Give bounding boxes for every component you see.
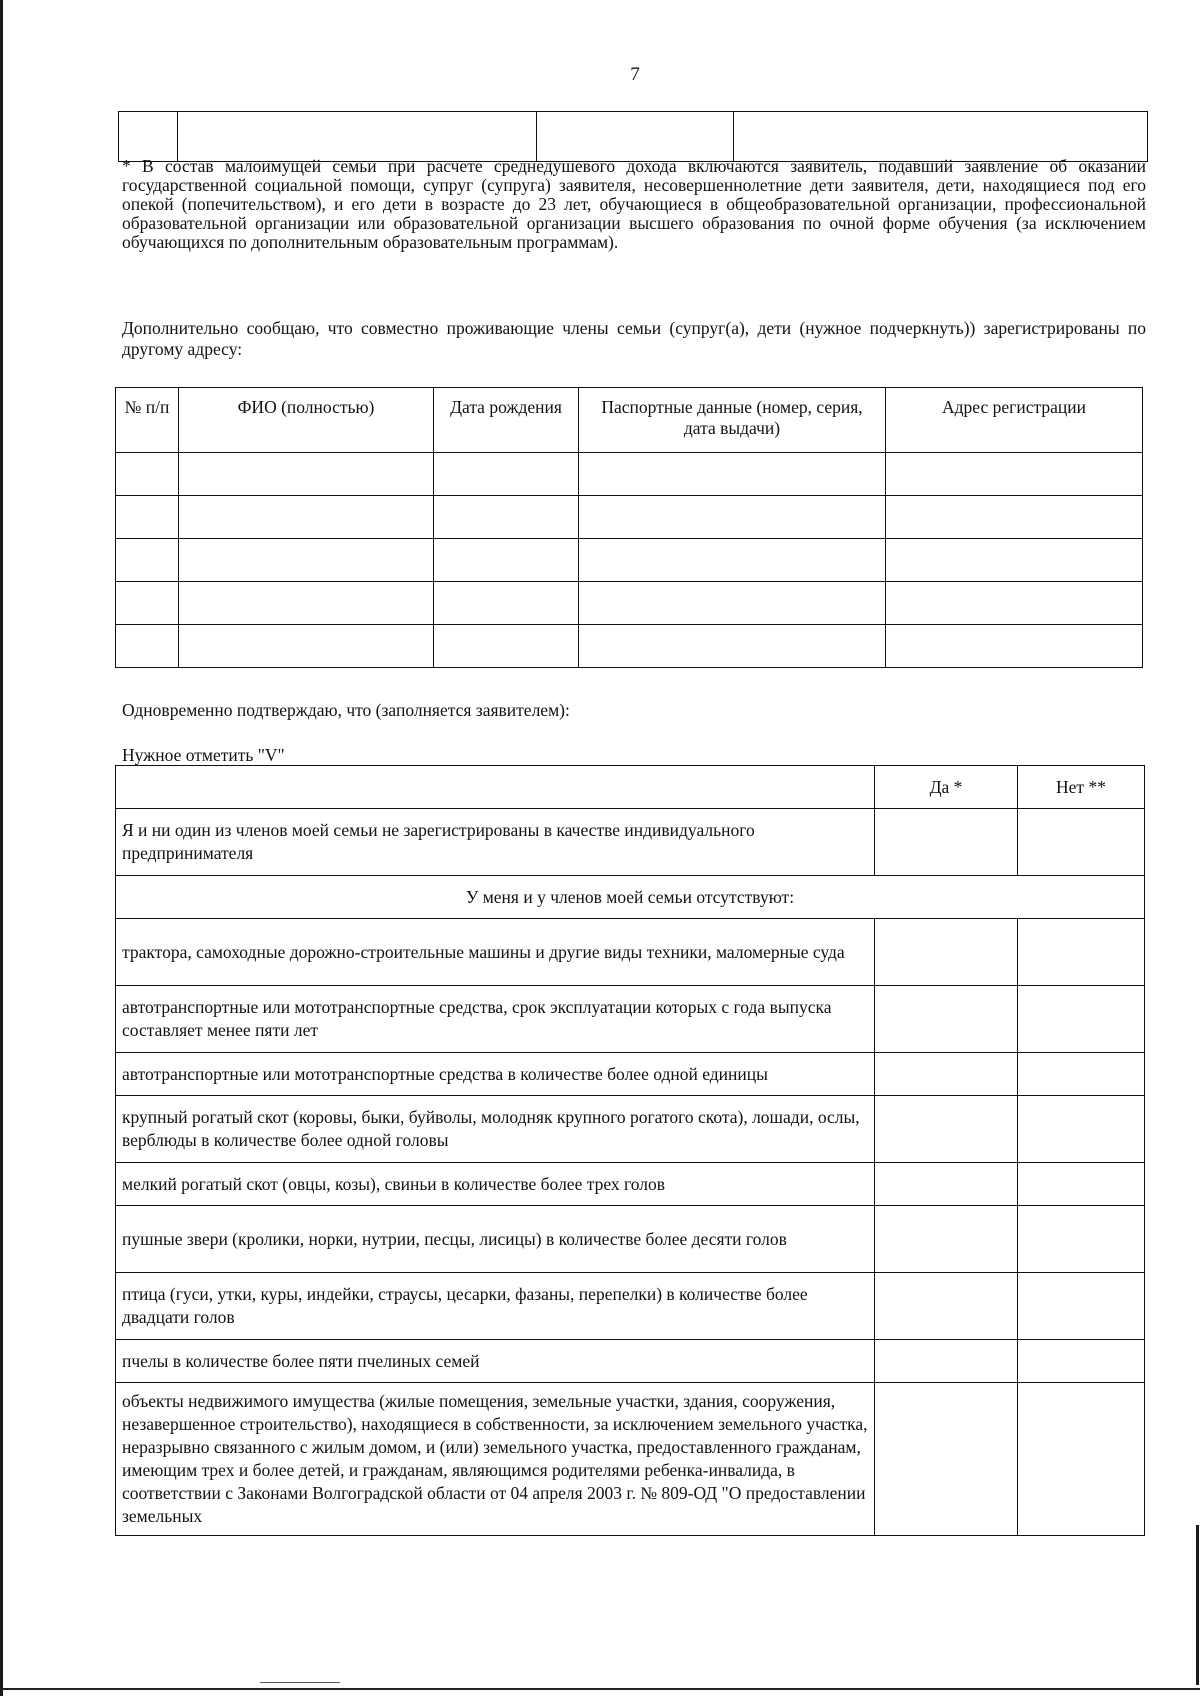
table-cell[interactable] xyxy=(886,453,1143,496)
checklist-item-text: пушные звери (кролики, норки, нутрии, песцы, лисицы) в количестве более десяти голов xyxy=(116,1206,875,1273)
no-checkbox-cell[interactable] xyxy=(1018,1053,1145,1096)
no-checkbox-cell[interactable] xyxy=(1018,919,1145,986)
checklist-row xyxy=(116,919,1145,986)
yes-checkbox-cell[interactable] xyxy=(875,1096,1018,1163)
no-checkbox-cell[interactable] xyxy=(1018,809,1145,876)
table-cell[interactable] xyxy=(579,539,886,582)
table-cell[interactable] xyxy=(179,539,434,582)
no-checkbox-cell[interactable] xyxy=(1018,1163,1145,1206)
yes-checkbox-cell[interactable] xyxy=(875,1383,1018,1536)
yes-checkbox-cell[interactable] xyxy=(875,1053,1018,1096)
yes-checkbox-cell[interactable] xyxy=(875,986,1018,1053)
table-cell[interactable] xyxy=(537,112,734,162)
table-cell[interactable] xyxy=(116,539,179,582)
page-number: 7 xyxy=(630,64,640,85)
no-checkbox-cell[interactable] xyxy=(1018,1340,1145,1383)
family-members-table xyxy=(115,387,1143,668)
checklist-item-text: автотранспортные или мототранспортные средства, срок эксплуатации которых с года выпуска составляет менее пяти лет xyxy=(116,986,875,1053)
header-yes: Да * xyxy=(875,766,1018,809)
table-cell[interactable] xyxy=(116,496,179,539)
checklist-item-text: автотранспортные или мототранспортные средства в количестве более одной единицы xyxy=(116,1053,875,1096)
table-row xyxy=(116,625,1143,668)
header-address: Адрес регистрации xyxy=(886,388,1143,453)
header-empty xyxy=(116,766,875,809)
header-no: Нет ** xyxy=(1018,766,1145,809)
section-title: У меня и у членов моей семьи отсутствуют: xyxy=(116,876,1145,919)
confirmation-checklist xyxy=(115,765,1145,1536)
table-cell[interactable] xyxy=(434,453,579,496)
table-cell[interactable] xyxy=(886,625,1143,668)
table-header-row xyxy=(116,388,1143,453)
header-passport-text: Паспортные данные (номер, серия, дата выдачи) xyxy=(601,397,863,438)
checklist-row xyxy=(116,1340,1145,1383)
table-cell[interactable] xyxy=(434,625,579,668)
checklist-row xyxy=(116,1383,1145,1536)
table-row xyxy=(116,582,1143,625)
yes-checkbox-cell[interactable] xyxy=(875,1273,1018,1340)
header-birth-date: Дата рождения xyxy=(434,388,579,453)
table-cell[interactable] xyxy=(179,625,434,668)
table-cell[interactable] xyxy=(116,625,179,668)
table-cell[interactable] xyxy=(886,539,1143,582)
table-cell[interactable] xyxy=(734,112,1148,162)
table-cell[interactable] xyxy=(178,112,537,162)
checklist-row xyxy=(116,1053,1145,1096)
yes-checkbox-cell[interactable] xyxy=(875,1206,1018,1273)
table-cell[interactable] xyxy=(116,582,179,625)
checklist-header-row xyxy=(116,766,1145,809)
checklist-row xyxy=(116,1096,1145,1163)
confirm-statement: Одновременно подтверждаю, что (заполняется заявителем): xyxy=(122,700,570,720)
no-checkbox-cell[interactable] xyxy=(1018,1383,1145,1536)
no-checkbox-cell[interactable] xyxy=(1018,1206,1145,1273)
checklist-item-text: трактора, самоходные дорожно-строительные машины и другие виды техники, маломерные суда xyxy=(116,919,875,986)
table-cell[interactable] xyxy=(179,496,434,539)
table-cell[interactable] xyxy=(579,625,886,668)
table-cell[interactable] xyxy=(119,112,178,162)
yes-checkbox-cell[interactable] xyxy=(875,919,1018,986)
header-passport xyxy=(579,388,886,453)
footnote-family-composition: * В состав малоимущей семьи при расчете среднедушевого дохода включаются заявитель, подавший заявление об оказании государственной социальной помощи, супруг (супруга) заявителя, несовершеннолетние дети заявителя, дети, находящиеся под его опекой (попечительством), и его дети в возрасте до 23 лет, обучающиеся в общеобразовательной организации, профессиональной образовательной организации или образовательной организации высшего образования по очной форме обучения (за исключением обучающихся по дополнительным образовательным программам). xyxy=(122,156,1146,252)
table-cell[interactable] xyxy=(886,496,1143,539)
checklist-item-text: крупный рогатый скот (коровы, быки, буйволы, молодняк крупного рогатого скота), лошади, ослы, верблюды в количестве более одной головы xyxy=(116,1096,875,1163)
checklist-item-text: мелкий рогатый скот (овцы, козы), свиньи в количестве более трех голов xyxy=(116,1163,875,1206)
checklist-row xyxy=(116,1163,1145,1206)
table-cell[interactable] xyxy=(179,453,434,496)
table-row xyxy=(116,496,1143,539)
table-cell[interactable] xyxy=(579,496,886,539)
checklist-item-text: Я и ни один из членов моей семьи не зарегистрированы в качестве индивидуального предпринимателя xyxy=(116,809,875,876)
checklist-row xyxy=(116,1273,1145,1340)
table-cell[interactable] xyxy=(434,582,579,625)
header-number: № п/п xyxy=(116,388,179,453)
scan-edge-right xyxy=(1196,1525,1199,1685)
table-cell[interactable] xyxy=(579,582,886,625)
table-cell[interactable] xyxy=(886,582,1143,625)
checklist-row xyxy=(116,809,1145,876)
no-checkbox-cell[interactable] xyxy=(1018,986,1145,1053)
table-row xyxy=(116,539,1143,582)
scan-edge-left xyxy=(0,0,3,1696)
checklist-row xyxy=(116,986,1145,1053)
table-row xyxy=(116,453,1143,496)
no-checkbox-cell[interactable] xyxy=(1018,1273,1145,1340)
table-cell[interactable] xyxy=(434,539,579,582)
checklist-row xyxy=(116,1206,1145,1273)
checklist-item-text: пчелы в количестве более пяти пчелиных семей xyxy=(116,1340,875,1383)
no-checkbox-cell[interactable] xyxy=(1018,1096,1145,1163)
checklist-item-text: птица (гуси, утки, куры, индейки, страусы, цесарки, фазаны, перепелки) в количестве более двадцати голов xyxy=(116,1273,875,1340)
scan-mark xyxy=(260,1682,340,1683)
yes-checkbox-cell[interactable] xyxy=(875,1340,1018,1383)
yes-checkbox-cell[interactable] xyxy=(875,1163,1018,1206)
yes-checkbox-cell[interactable] xyxy=(875,809,1018,876)
checklist-item-text: объекты недвижимого имущества (жилые помещения, земельные участки, здания, сооружения, незавершенное строительство), находящиеся в собственности, за исключением земельного участка, неразрывно связанного с жилым домом, и (или) земельного участка, предоставленного гражданам, имеющим трех и более детей, и гражданам, являющимся родителями ребенка-инвалида, в соответствии с Законами Волгоградской области от 04 апреля 2003 г. № 809-ОД "О предоставлении земельных xyxy=(116,1383,875,1536)
table-cell[interactable] xyxy=(116,453,179,496)
scan-edge-bottom xyxy=(0,1688,1200,1690)
table-cell[interactable] xyxy=(579,453,886,496)
table-cell[interactable] xyxy=(434,496,579,539)
header-full-name: ФИО (полностью) xyxy=(179,388,434,453)
previous-table-tail xyxy=(118,111,1148,162)
additional-info-paragraph: Дополнительно сообщаю, что совместно проживающие члены семьи (супруг(а), дети (нужное подчеркнуть)) зарегистрированы по другому адресу: xyxy=(122,318,1146,359)
mark-instruction: Нужное отметить "V" xyxy=(122,745,285,765)
section-row xyxy=(116,876,1145,919)
table-cell[interactable] xyxy=(179,582,434,625)
